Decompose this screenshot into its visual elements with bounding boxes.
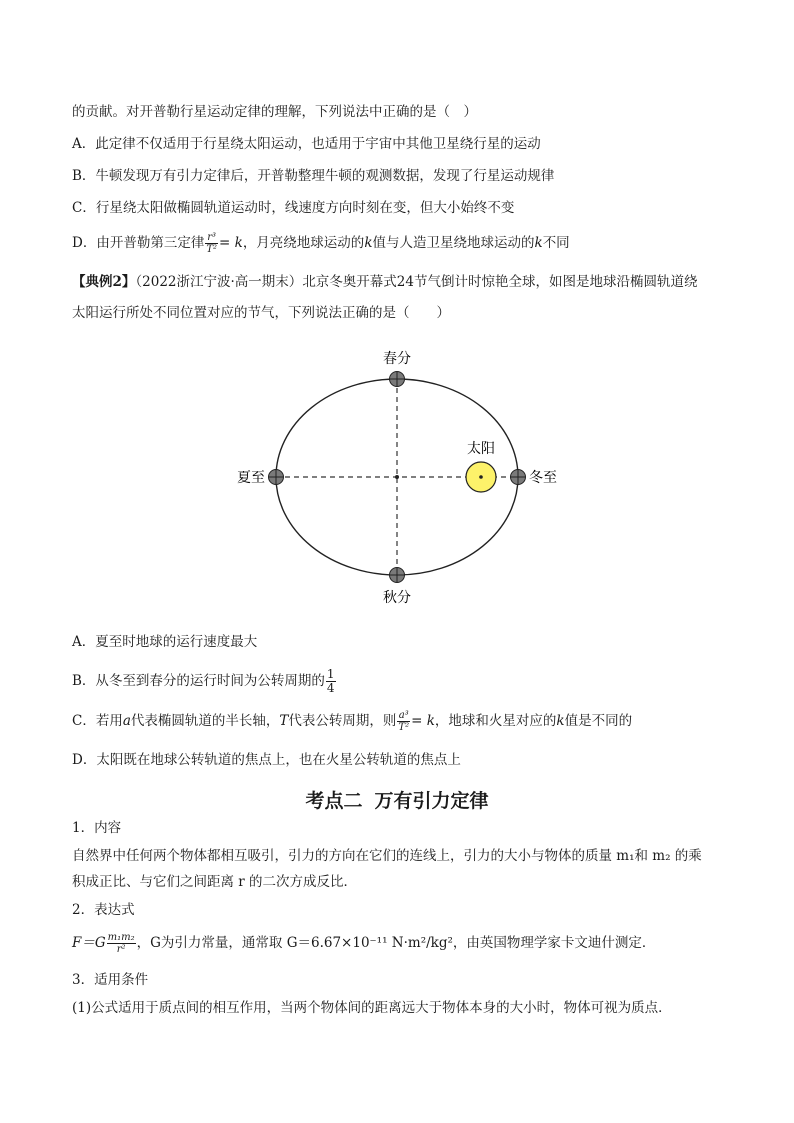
q1-d-k1: k: [364, 235, 373, 251]
q1-d-mid: ，月亮绕地球运动的: [242, 235, 365, 251]
q2-b-denominator: 4: [326, 681, 335, 695]
q2-c-T: T: [279, 713, 289, 729]
q1-d-fraction: [205, 232, 218, 255]
expression-title: 2．表达式: [72, 902, 135, 918]
q2-c-equals: = k: [411, 713, 435, 729]
q2-c-k: k: [556, 713, 565, 729]
q2-c-fraction: [397, 710, 410, 733]
q1-d-denominator: T²: [206, 244, 218, 255]
q2-option-c: [72, 710, 632, 733]
expression-line: [72, 932, 655, 955]
label-autumn-equinox: 秋分: [383, 590, 411, 606]
earth-spring-equinox: [390, 372, 405, 387]
label-winter-solstice: 冬至: [529, 470, 557, 486]
q2-stem-line2: 太阳运行所处不同位置对应的节气，下列说法正确的是（ ）: [72, 305, 450, 321]
label-sun: 太阳: [467, 441, 495, 457]
q1-option-d: [72, 232, 570, 255]
label-spring-equinox: 春分: [383, 351, 411, 367]
q1-d-k2: k: [534, 235, 543, 251]
q2-c-denominator: T²: [398, 722, 410, 733]
earth-summer-solstice: [269, 470, 284, 485]
sun-center-dot: [479, 475, 483, 479]
q2-option-d: D．太阳既在地球公转轨道的焦点上，也在火星公转轨道的焦点上: [72, 752, 461, 768]
section-heading: [0, 786, 794, 813]
q2-c-a: a: [122, 713, 131, 729]
q2-tag: 【典例2】: [72, 274, 136, 290]
q1-d-post: 不同: [542, 235, 570, 251]
content-title: 1．内容: [72, 820, 122, 836]
q2-b-numerator: 1: [326, 667, 335, 681]
q2-b-prefix: B．从冬至到春分的运行时间为公转周期的: [72, 673, 325, 689]
earth-autumn-equinox: [390, 568, 405, 583]
q1-stem: 的贡献。对开普勒行星运动定律的理解，下列说法中正确的是（ ）: [72, 104, 477, 120]
q2-c-prefix: C．若用: [72, 713, 123, 729]
q1-option-c: C．行星绕太阳做椭圆轨道运动时，线速度方向时刻在变，但大小始终不变: [72, 200, 515, 216]
formula-F-equals-G: F＝G: [72, 935, 106, 951]
q2-stem1: 北京冬奥开幕式24节气倒计时惊艳全球，如图是地球沿椭圆轨道绕: [302, 274, 698, 290]
q2-b-fraction: [326, 668, 336, 695]
q2-source: （2022浙江宁波·高一期末）: [135, 274, 303, 290]
q2-stem-line1: [72, 272, 698, 292]
q2-c-mid: 代表椭圆轨道的半长轴，: [130, 713, 280, 729]
q2-option-b: [72, 668, 337, 695]
q2-c-mid3: ，地球和火星对应的: [434, 713, 557, 729]
q1-option-a: A．此定律不仅适用于行星绕太阳运动，也适用于宇宙中其他卫星绕行星的运动: [72, 136, 541, 152]
q2-c-post: 值是不同的: [564, 713, 633, 729]
q2-c-mid2: 代表公转周期，则: [288, 713, 397, 729]
conditions-line1: (1)公式适用于质点间的相互作用，当两个物体间的距离远大于物体本身的大小时，物体可视为质点．: [72, 1000, 672, 1016]
q1-d-prefix: D．由开普勒第三定律: [72, 235, 205, 251]
heading-part-b: 万有引力定律: [374, 790, 489, 812]
content-line1: 自然界中任何两个物体都相互吸引，引力的方向在它们的连线上，引力的大小与物体的质量 m₁和 m₂ 的乘: [72, 848, 702, 864]
formula-description: ，G为引力常量，通常取 G＝6.67×10⁻¹¹ N·m²/kg²，由英国物理学家卡文迪什测定．: [136, 935, 656, 951]
conditions-title: 3．适用条件: [72, 972, 149, 988]
q1-d-numerator: r³: [207, 232, 217, 243]
sun: [466, 462, 496, 492]
label-summer-solstice: 夏至: [237, 470, 265, 486]
heading-part-a: 考点二: [305, 790, 363, 812]
q2-option-a: A．夏至时地球的运行速度最大: [72, 634, 258, 650]
content-line2: 积成正比、与它们之间距离 r 的二次方成反比．: [72, 874, 358, 890]
formula-numerator: m₁m₂: [107, 932, 135, 943]
formula-denominator: r²: [116, 944, 126, 955]
earth-winter-solstice: [511, 470, 526, 485]
q2-c-numerator: a³: [398, 710, 409, 721]
q1-d-mid2: 值与人造卫星绕地球运动的: [372, 235, 535, 251]
formula-fraction: [107, 932, 136, 955]
q1-option-b: B．牛顿发现万有引力定律后，开普勒整理牛顿的观测数据，发现了行星运动规律: [72, 168, 555, 184]
orbit-diagram: [225, 340, 565, 615]
q1-d-equals: = k: [219, 235, 243, 251]
orbit-center-dot: [395, 475, 399, 479]
